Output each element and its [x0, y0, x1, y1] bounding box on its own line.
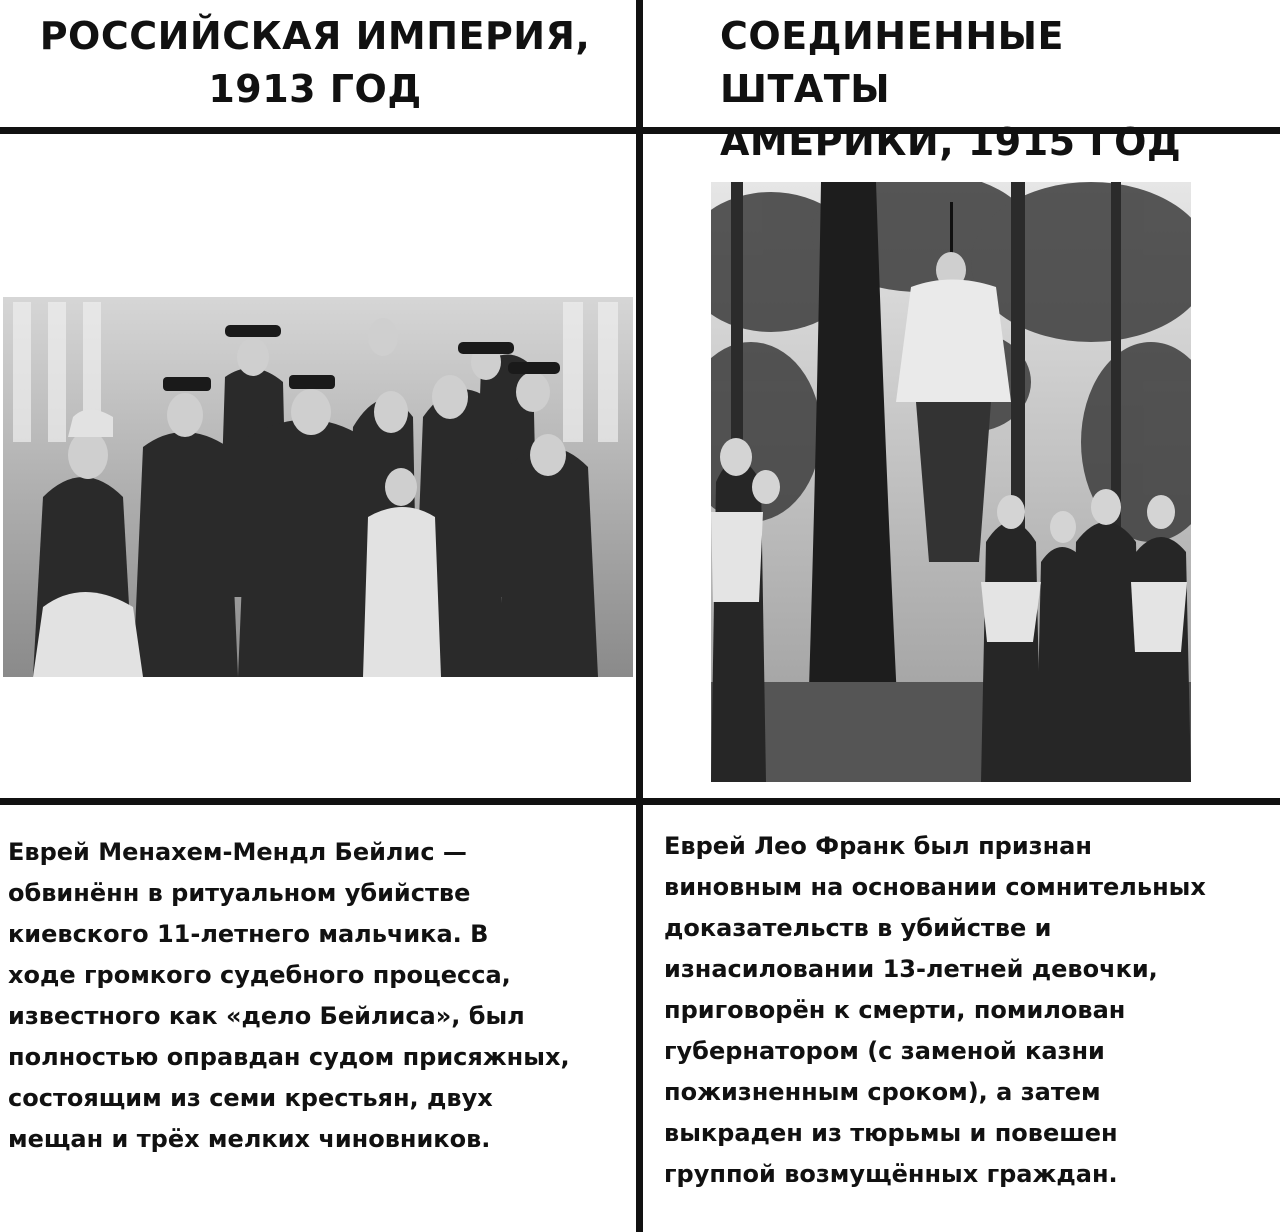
left-caption-line: состоящим из семи крестьян, двух	[8, 1084, 493, 1112]
left-heading	[30, 10, 600, 116]
vertical-divider	[636, 0, 643, 1232]
right-caption	[664, 826, 1264, 1195]
left-caption-line: полностью оправдан судом присяжных,	[8, 1043, 570, 1071]
right-caption-line: доказательств в убийстве и	[664, 914, 1052, 942]
left-heading-line-2: 1913 ГОД	[208, 67, 422, 111]
crowd-tree-illustration	[711, 182, 1191, 782]
right-caption-line: пожизненным сроком), а затем	[664, 1078, 1101, 1106]
right-caption-line: приговорён к смерти, помилован	[664, 996, 1126, 1024]
right-heading	[680, 10, 1240, 169]
right-heading-line-1: СОЕДИНЕННЫЕ ШТАТЫ	[720, 14, 1064, 111]
right-caption-line: виновным на основании сомнительных	[664, 873, 1206, 901]
group-portrait-illustration	[3, 297, 633, 677]
left-caption-line: известного как «дело Бейлиса», был	[8, 1002, 525, 1030]
right-caption-line: Еврей Лео Франк был признан	[664, 832, 1092, 860]
left-caption-line: обвинённ в ритуальном убийстве	[8, 879, 471, 907]
crowd-tree-photo	[711, 182, 1191, 782]
left-caption-line: ходе громкого судебного процесса,	[8, 961, 511, 989]
left-caption-line: киевского 11-летнего мальчика. В	[8, 920, 489, 948]
right-caption-line: изнасиловании 13-летней девочки,	[664, 955, 1158, 983]
left-caption-line: Еврей Менахем-Мендл Бейлис —	[8, 838, 467, 866]
caption-divider	[0, 798, 1280, 805]
left-heading-line-1: РОССИЙСКАЯ ИМПЕРИЯ,	[39, 14, 591, 58]
right-heading-line-2: АМЕРИКИ, 1915 ГОД	[720, 120, 1182, 164]
left-caption-line: мещан и трёх мелких чиновников.	[8, 1125, 491, 1153]
right-caption-line: выкраден из тюрьмы и повешен	[664, 1119, 1118, 1147]
group-portrait-photo	[3, 297, 633, 677]
right-caption-line: губернатором (с заменой казни	[664, 1037, 1105, 1065]
left-caption	[8, 832, 618, 1160]
right-caption-line: группой возмущённых граждан.	[664, 1160, 1118, 1188]
